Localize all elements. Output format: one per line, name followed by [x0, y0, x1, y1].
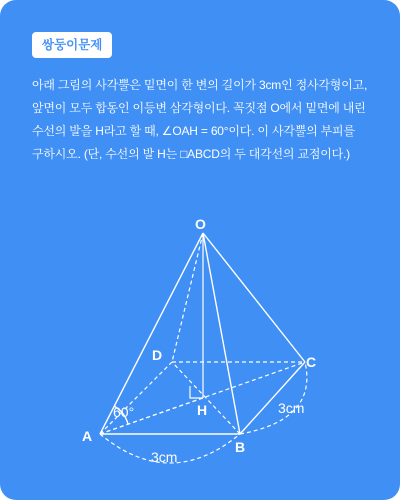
edge-OC: [203, 233, 305, 362]
vertex-label-C: C: [306, 354, 317, 370]
vertex-label-A: A: [82, 428, 93, 444]
problem-type-tag: 쌍둥이문제: [32, 32, 112, 58]
diagonal-BD: [172, 362, 240, 434]
angle-label: 60°: [113, 404, 135, 420]
edge-AD: [100, 362, 172, 434]
problem-line: 수선의 발을 H라고 할 때, ∠OAH = 60°이다. 이 사각뿔의 부피를: [32, 124, 355, 138]
problem-line: 앞면이 모두 합동인 이등변 삼각형이다. 꼭짓점 O에서 밑면에 내린: [32, 101, 366, 115]
vertex-label-B: B: [235, 439, 246, 455]
problem-line: 아래 그림의 사각뿔은 밑면이 한 변의 길이가 3cm인 정사각형이고,: [32, 78, 368, 92]
dimension-label-BC: 3cm: [278, 400, 305, 416]
vertex-label-O: O: [195, 216, 206, 232]
vertex-label-H: H: [197, 402, 208, 418]
problem-line: 구하시오. (단, 수선의 발 H는 □ABCD의 두 대각선의 교점이다.): [32, 147, 350, 161]
edge-OB: [203, 233, 240, 434]
edge-OD: [172, 233, 203, 362]
dimension-label-AB: 3cm: [151, 449, 178, 465]
vertex-label-D: D: [152, 347, 163, 363]
